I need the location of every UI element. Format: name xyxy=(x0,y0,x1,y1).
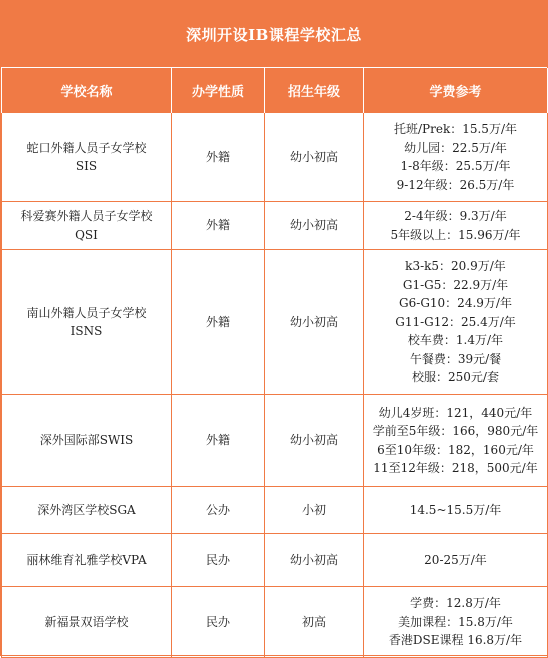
tuition-cell xyxy=(364,395,548,487)
fee-line: 午餐费：39元/餐 xyxy=(409,351,502,366)
school-type-cell: 公办 xyxy=(172,487,265,534)
fee-line: G11-G12：25.4万/年 xyxy=(395,314,516,329)
header-school-name: 学校名称 xyxy=(2,68,172,113)
grades-cell: 小初 xyxy=(265,487,364,534)
fee-line: 幼儿园：22.5万/年 xyxy=(404,140,507,155)
fee-line: 校车费：1.4万/年 xyxy=(407,333,504,348)
table-row xyxy=(2,487,548,534)
school-type-cell: 外籍 xyxy=(172,395,265,487)
table-row xyxy=(2,202,548,250)
fee-line: 11至12年级：218，500元/年 xyxy=(373,461,538,475)
school-name: 新福景双语学校 xyxy=(44,614,129,629)
school-type-cell: 外籍 xyxy=(172,202,265,250)
school-name: 南山外籍人员子女学校 xyxy=(26,305,147,320)
table-header-row xyxy=(2,68,548,113)
school-table xyxy=(1,68,548,658)
school-name-cell xyxy=(2,487,172,534)
grades-cell: 初高 xyxy=(265,587,364,658)
fee-line: k3-k5：20.9万/年 xyxy=(405,259,506,274)
grades-cell: 幼小初高 xyxy=(265,113,364,202)
school-name: 蛇口外籍人员子女学校 xyxy=(26,140,147,155)
school-type-cell: 民办 xyxy=(172,587,265,658)
fee-line: 幼儿4岁班：121，440元/年 xyxy=(378,405,533,420)
header-school-type: 办学性质 xyxy=(172,68,265,113)
table-row xyxy=(2,587,548,658)
fee-line: 香港DSE课程 16.8万/年 xyxy=(388,633,523,648)
school-name: 深外湾区学校SGA xyxy=(37,502,136,517)
table-row xyxy=(2,534,548,587)
school-name: 科爱赛外籍人员子女学校 xyxy=(20,209,153,223)
school-type-cell: 外籍 xyxy=(172,113,265,202)
fee-line: 托班/Prek：15.5万/年 xyxy=(394,122,517,136)
school-name-cell xyxy=(2,113,172,202)
fee-line: 学前至5年级：166，980元/年 xyxy=(372,424,539,438)
grades-cell: 幼小初高 xyxy=(265,202,364,250)
fee-line: 5年级以上：15.96万/年 xyxy=(390,227,521,242)
table-row xyxy=(2,395,548,487)
tuition-cell xyxy=(364,250,548,395)
fee-line: 1-8年级：25.5万/年 xyxy=(400,159,511,173)
table-row xyxy=(2,250,548,395)
fee-line: 6至10年级：182，160元/年 xyxy=(377,442,534,457)
header-tuition: 学费参考 xyxy=(364,68,548,113)
fee-line: 2-4年级：9.3万/年 xyxy=(404,209,507,223)
grades-cell: 幼小初高 xyxy=(265,250,364,395)
tuition-cell xyxy=(364,487,548,534)
school-name-cell xyxy=(2,534,172,587)
fee-line: 20-25万/年 xyxy=(424,552,487,567)
table-row xyxy=(2,113,548,202)
school-code: ISNS xyxy=(70,324,103,338)
school-name-cell xyxy=(2,250,172,395)
fee-line: 学费：12.8万/年 xyxy=(410,596,501,611)
school-name-cell xyxy=(2,587,172,658)
fee-line: G1-G5：22.9万/年 xyxy=(402,277,509,292)
grades-cell: 幼小初高 xyxy=(265,534,364,587)
fee-line: 校服：250元/套 xyxy=(412,370,499,385)
tuition-cell xyxy=(364,534,548,587)
header-grades: 招生年级 xyxy=(265,68,364,113)
fee-line: G6-G10：24.9万/年 xyxy=(399,296,512,311)
school-name-cell xyxy=(2,395,172,487)
fee-line: 14.5~15.5万/年 xyxy=(409,502,502,517)
school-code: SIS xyxy=(75,159,98,173)
school-name-cell xyxy=(2,202,172,250)
school-name: 丽林维育礼雅学校VPA xyxy=(26,552,147,567)
tuition-cell xyxy=(364,587,548,658)
fee-line: 9-12年级：26.5万/年 xyxy=(396,177,515,192)
school-type-cell: 民办 xyxy=(172,534,265,587)
page-title: 深圳开设IB课程学校汇总 xyxy=(1,1,547,68)
tuition-cell xyxy=(364,202,548,250)
school-code: QSI xyxy=(75,227,98,242)
school-name: 深外国际部SWIS xyxy=(39,433,134,448)
grades-cell: 幼小初高 xyxy=(265,395,364,487)
tuition-cell xyxy=(364,113,548,202)
fee-line: 美加课程：15.8万/年 xyxy=(398,614,513,629)
school-type-cell: 外籍 xyxy=(172,250,265,395)
